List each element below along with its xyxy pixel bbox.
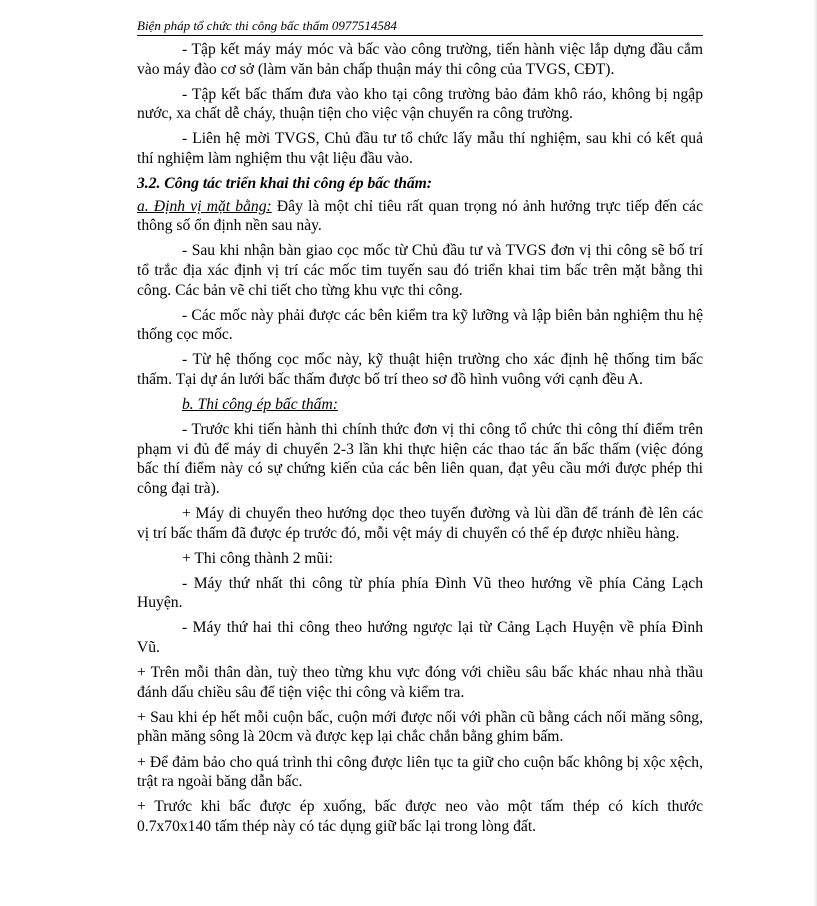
subsection-a-text: Đây là một chỉ tiêu rất quan trọng nó ảnh hưởng trực tiếp đến các thông số ổn định nền sau này. xyxy=(137,197,703,235)
section-heading: 3.2. Công tác triển khai thi công ép bấc thấm: xyxy=(137,175,433,193)
paragraph: + Máy di chuyển theo hướng dọc theo tuyến đường và lùi dần để tránh đè lên các vị trí bấc thấm đã được ép trước đó, mỗi vệt máy di chuyển có thể ép được nhiều hàng. xyxy=(137,504,703,542)
paragraph: - Máy thứ nhất thi công từ phía phía Đình Vũ theo hướng về phía Cảng Lạch Huyện. xyxy=(137,574,703,612)
page-header: Biện pháp tổ chức thi công bấc thấm 0977514584 xyxy=(137,17,703,36)
paragraph: + Sau khi ép hết mỗi cuộn bấc, cuộn mới được nối với phần cũ bằng cách nối măng sông, phần măng sông là 20cm và được kẹp lại chắc chắn bằng ghim bấm. xyxy=(137,708,703,746)
paragraph: - Tập kết bấc thấm đưa vào kho tại công trường bảo đảm khô ráo, không bị ngập nước, xa chất dễ cháy, thuận tiện cho việc vận chuyển ra công trường. xyxy=(137,85,703,123)
document-body xyxy=(137,40,703,842)
paragraph: + Trước khi bấc được ép xuống, bấc được neo vào một tấm thép có kích thước 0.7x70x140 tấm thép này có tác dụng giữ bấc lại trong lòng đất. xyxy=(137,798,703,835)
paragraph: - Trước khi tiến hành thi chính thức đơn vị thi công tổ chức thi công thí điểm trên phạm vi đủ để máy di chuyển 2-3 lần khi thực hiện các thao tác ấn bấc thấm (việc đóng bấc thí điểm này có sự chứng kiến của các bên liên quan, đạt yêu cầu mới được phép thi công đại trà). xyxy=(137,421,703,497)
subsection-a xyxy=(137,197,703,236)
paragraph: + Để đảm bảo cho quá trình thi công được liên tục ta giữ cho cuộn bấc không bị xộc xệch, trật ra ngoài băng dẫn bấc. xyxy=(137,753,703,791)
paragraph: + Trên mỗi thân dàn, tuỳ theo từng khu vực đóng với chiều sâu bấc khác nhau nhà thầu đánh dấu chiều sâu để tiện việc thi công và kiểm tra. xyxy=(137,664,703,701)
paragraph: - Liên hệ mời TVGS, Chủ đầu tư tổ chức lấy mẫu thí nghiệm, sau khi có kết quả thí nghiệm làm nghiệm thu vật liệu đầu vào. xyxy=(137,130,703,167)
subsection-b xyxy=(137,395,703,415)
paragraph: - Các mốc này phải được các bên kiểm tra kỹ lưỡng và lập biên bản nghiệm thu hệ thống cọc mốc. xyxy=(137,306,703,344)
paragraph: + Thi công thành 2 mũi: xyxy=(182,549,334,567)
subsection-a-label: a. Định vị mặt bằng: xyxy=(137,197,272,215)
paragraph: - Tập kết máy máy móc và bấc vào công trường, tiến hành việc lắp dựng đầu cắm vào máy đào cơ sở (làm văn bản chấp thuận máy thi công của TVGS, CĐT). xyxy=(137,41,703,78)
page-edge-shadow xyxy=(813,0,817,906)
subsection-b-label: b. Thi công ép bấc thấm: xyxy=(182,396,338,413)
paragraph: - Từ hệ thống cọc mốc này, kỹ thuật hiện trường cho xác định hệ thống tim bấc thấm. Tại dự án lưới bấc thấm được bố trí theo sơ đồ hình vuông với cạnh đều A. xyxy=(137,351,703,388)
paragraph: - Máy thứ hai thi công theo hướng ngược lại từ Cảng Lạch Huyện về phía Đình Vũ. xyxy=(137,619,703,657)
paragraph: - Sau khi nhận bàn giao cọc mốc từ Chủ đầu tư và TVGS đơn vị thi công sẽ bố trí tổ trắc địa xác định vị trí các mốc tim tuyến sau đó triển khai tim bấc trên mặt bằng thi công. Các bản vẽ chi tiết cho từng khu vực thi công. xyxy=(137,242,703,299)
